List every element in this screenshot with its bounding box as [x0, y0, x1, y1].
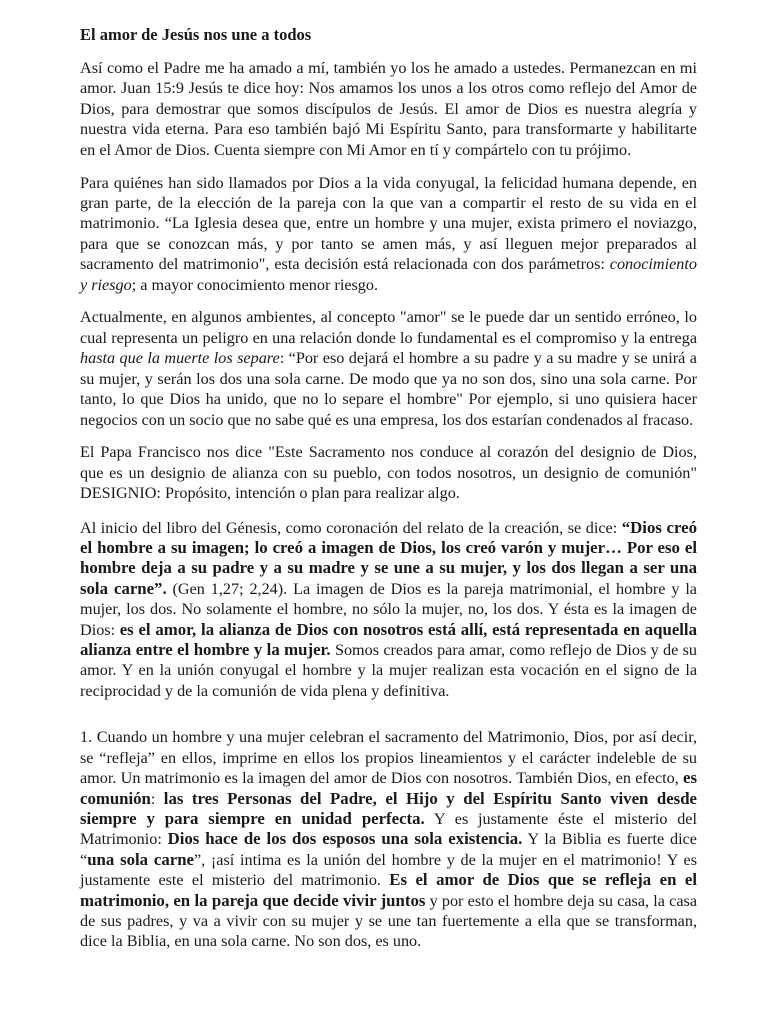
text-run: ; a mayor conocimiento menor riesgo.	[131, 275, 379, 294]
italic-text: conocimiento y riesgo	[80, 255, 697, 294]
bold-text: “Dios creó el hombre a su imagen; lo creó a imagen de Dios, los creó varón y mujer… Por eso el hombre deja a su padre y a su madre y se une a su mujer, y los dos llegan a ser una sola carne”.	[80, 517, 697, 598]
paragraph-sacrament	[80, 727, 697, 951]
text-run: : “Por eso dejará el hombre a su padre y a su madre y se unirá a su mujer, y serán los dos una sola carne. De modo que ya no son dos, sino una sola carne. Por tanto, lo que Dios ha unido, que no lo separe el hombre" Por ejemplo, si uno quisiera hacer negocios con un socio que no sabe qué es una empresa, los dos estarían condenados al fracaso.	[80, 349, 697, 429]
text-run: Y la Biblia es fuerte dice “	[80, 830, 697, 869]
text-run: Al inicio del libro del Génesis, como coronación del relato de la creación, se dice:	[80, 518, 622, 537]
paragraph-pope-francis	[80, 442, 697, 503]
text-run: Así como el Padre me ha amado a mí, también yo los he amado a ustedes. Permanezcan en mi amor. Juan 15:9 Jesús te dice hoy: Nos amamos los unos a los otros como reflejo del Amor de Dios, para demostrar que somos discípulos de Jesús. El amor de Dios es nuestra alegría y nuestra vida eterna. Para eso también bajó Mi Espíritu Santo, para transformarte y habilitarte en el Amor de Dios. Cuenta siempre con Mi Amor en tí y compártelo con tu prójimo.	[80, 59, 697, 159]
bold-text: una sola carne	[87, 849, 194, 869]
text-run: ”, ¡así intima es la unión del hombre y de la mujer en el matrimonio! Y es justamente este el misterio del matrimonio.	[80, 850, 697, 890]
text-run: 1. Cuando un hombre y una mujer celebran el sacramento del Matrimonio, Dios, por así decir, se “refleja” en ellos, imprime en ellos los propios lineamientos y el carácter indeleble de su amor. Un matrimonio es la imagen del amor de Dios con nosotros. También Dios, en efecto,	[80, 728, 697, 788]
bold-text: es el amor, la alianza de Dios con nosotros está allí, está representada en aquella alianza entre el hombre y la mujer.	[80, 619, 697, 660]
text-run: y por esto el hombre deja su casa, la casa de sus padres, y va a vivir con su mujer y se une tan fuertemente a ella que se transforman, dice la Biblia, en una sola carne. No son dos, es uno.	[80, 891, 698, 951]
bold-text: Dios hace de los dos esposos una sola existencia.	[167, 829, 523, 849]
text-run: Y es justamente éste el misterio del Matrimonio:	[80, 809, 697, 849]
text-run: Para quiénes han sido llamados por Dios a la vida conyugal, la felicidad humana depende, en gran parte, de la elección de la pareja con la que van a compartir el resto de su vida en el matrimonio. “La Iglesia desea que, entre un hombre y una mujer, exista primero el noviazgo, para que se conozcan más, y por tanto se amen más, y así lleguen mejor preparados al sacramento del matrimonio", esta decisión está relacionada con dos parámetros:	[80, 173, 697, 274]
paragraph-genesis	[80, 518, 697, 702]
bold-text: las tres Personas del Padre, el Hijo y del Espíritu Santo viven desde siempre y para siempre en unidad perfecta.	[80, 788, 697, 828]
bold-text: Es el amor de Dios que se refleja en el matrimonio, en la pareja que decide vivir juntos	[80, 870, 697, 910]
text-run: (Gen 1,27; 2,24). La imagen de Dios es la pareja matrimonial, el hombre y la mujer, los dos. No solamente el hombre, no sólo la mujer, no, los dos. Y ésta es la imagen de Dios:	[80, 579, 697, 639]
text-run: :	[150, 789, 164, 808]
document-page	[80, 25, 697, 964]
bold-text: es comunión	[80, 768, 697, 808]
document-title: El amor de Jesús nos une a todos	[80, 25, 312, 44]
text-run: Somos creados para amar, como reflejo de Dios y de su amor. Y en la unión conyugal el hombre y la mujer realizan esta vocación en el signo de la reciprocidad y de la comunión de vida plena y definitiva.	[80, 641, 698, 700]
italic-text: hasta que la muerte los separe	[80, 349, 280, 368]
paragraph-love-concept	[80, 307, 697, 429]
text-run: El Papa Francisco nos dice "Este Sacramento nos conduce al corazón del designio de Dios, que es un designio de alianza con su pueblo, con todos nosotros, un designio de comunión" DESIGNIO: Propósito, intención o plan para realizar algo.	[80, 443, 697, 503]
paragraph-conjugal-life	[80, 173, 697, 295]
paragraph-intro	[80, 58, 697, 160]
text-run: Actualmente, en algunos ambientes, al concepto "amor" se le puede dar un sentido erróneo, lo cual representa un peligro en una relación donde lo fundamental es el compromiso y la entrega	[80, 308, 697, 347]
